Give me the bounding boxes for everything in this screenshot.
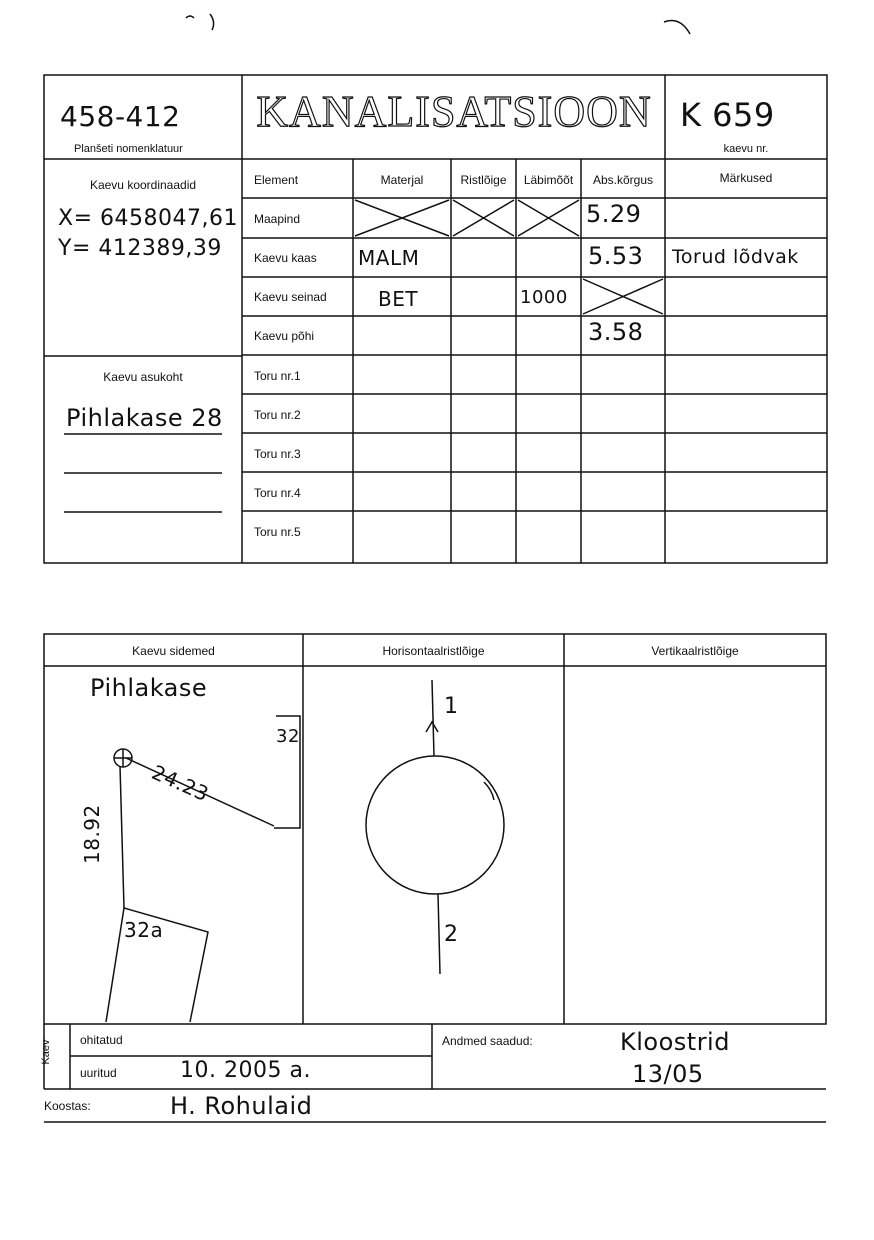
col-header-diameter: Läbimõõt	[523, 173, 574, 187]
measured-value: 10. 2005 a.	[180, 1058, 311, 1083]
row-label: Toru nr.5	[254, 525, 301, 539]
well-number-label: kaevu nr.	[723, 143, 769, 155]
data-received-value: Kloostrid	[620, 1028, 730, 1056]
location-label: Kaevu asukoht	[103, 370, 183, 384]
pipe-1-label: 1	[444, 694, 459, 719]
material-lid: MALM	[358, 246, 420, 270]
row-label: Toru nr.1	[254, 369, 301, 383]
col-header-element: Element	[254, 173, 299, 187]
compiled-value: H. Rohulaid	[170, 1092, 313, 1120]
side-label: Kaev	[40, 1039, 52, 1065]
plansheet-label: Planšeti nomenklatuur	[74, 143, 183, 155]
coord-y: Y= 412389,39	[58, 236, 222, 261]
location-value: Pihlakase 28	[66, 404, 223, 432]
row-label: Maapind	[254, 212, 301, 226]
row-label: Toru nr.3	[254, 447, 301, 461]
plansheet-number: 458-412	[60, 100, 181, 133]
row-label: Toru nr.2	[254, 408, 301, 422]
data-received-label: Andmed saadud:	[442, 1034, 533, 1048]
material-walls: BET	[378, 287, 419, 311]
row-checked-label: ohitatud	[80, 1033, 123, 1047]
row-label: Kaevu põhi	[254, 329, 315, 343]
coords-label: Kaevu koordinaadid	[89, 178, 197, 192]
sketch-distance-1: 24.23	[148, 760, 213, 807]
elevation-bottom: 3.58	[588, 318, 644, 346]
header-horizontal-section: Horisontaalristlõige	[382, 644, 485, 658]
col-header-notes: Märkused	[719, 171, 773, 185]
diameter-walls: 1000	[520, 287, 568, 308]
row-label: Toru nr.4	[254, 486, 301, 500]
elevation-lid: 5.53	[588, 242, 644, 270]
well-id: K 659	[680, 96, 775, 134]
col-header-cross: Ristlõige	[460, 173, 507, 187]
pipe-2-label: 2	[444, 922, 459, 947]
data-received-date: 13/05	[632, 1060, 704, 1088]
row-measured-label: uuritud	[80, 1066, 117, 1080]
sketch-house-32: 32	[276, 726, 300, 747]
sketch-house-32a: 32a	[124, 918, 164, 942]
elevation-ground: 5.29	[586, 200, 642, 228]
sketch-distance-2: 18.92	[80, 804, 104, 864]
col-header-material: Materjal	[380, 173, 424, 187]
sketch-street-label: Pihlakase	[90, 674, 208, 702]
compiled-label: Koostas:	[44, 1099, 91, 1113]
form-title: KANALISATSIOON	[256, 87, 652, 136]
header-well-ties: Kaevu sidemed	[132, 644, 215, 658]
coord-x: X= 6458047,61	[58, 206, 238, 231]
row-label: Kaevu kaas	[254, 251, 317, 265]
notes-lid: Torud lõdvak	[672, 246, 799, 268]
col-header-elevation: Abs.kõrgus	[592, 173, 654, 187]
header-vertical-section: Vertikaalristlõige	[651, 644, 739, 658]
row-label: Kaevu seinad	[254, 290, 327, 304]
